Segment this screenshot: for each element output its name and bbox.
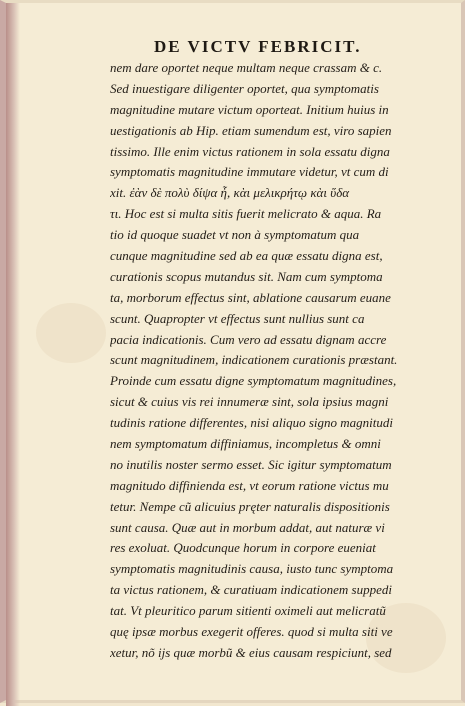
paper-stain xyxy=(36,303,106,363)
text-line: symptomatis magnitudine immutare videtur, vt cum di xyxy=(110,164,389,180)
text-line: tudinis ratione differentes, nisi aliquo signo magnitudi xyxy=(110,415,393,431)
running-header: DE VICTV FEBRICIT. xyxy=(154,37,362,56)
text-line: xit. ἐὰν δὲ πολὺ δίψα ἦ, κὰι μελικρήτῳ κὰι ὕδα xyxy=(110,185,350,201)
text-line: pacia indicationis. Cum vero ad essatu dignam accre xyxy=(110,331,387,347)
text-line: sunt causa. Quæ aut in morbum addat, aut naturæ vi xyxy=(110,519,385,535)
text-line: magnitudine mutare victum oporteat. Initium huius in xyxy=(110,101,389,117)
body-text xyxy=(110,58,432,664)
text-line: no inutilis noster sermo esset. Sic igitur symptomatum xyxy=(110,456,392,472)
text-line: curationis scopus mutandus sit. Nam cum symptoma xyxy=(110,268,383,284)
text-line: tetur. Nempe cũ alicuius pręter naturalis dispositionis xyxy=(110,498,390,514)
text-line: nem dare oportet neque multam neque crassam & c. xyxy=(110,60,383,75)
text-line: nem symptomatum diffiniamus, incompletus & omni xyxy=(110,436,381,452)
text-line: quę ipsæ morbus exegerit offeres. quod si multa siti ve xyxy=(110,624,393,640)
text-line: xetur, nõ ijs quæ morbũ & eius causam respiciunt, sed xyxy=(110,644,392,660)
text-line: ta, morborum effectus sint, ablatione causarum euane xyxy=(110,289,391,305)
text-line: τι. Hoc est si multa sitis fuerit melicrato & aqua. Ra xyxy=(110,206,382,222)
text-line: Sed inuestigare diligenter oportet, qua symptomatis xyxy=(110,80,379,96)
text-line: sicut & cuius vis rei innumeræ sint, sola ipsius magni xyxy=(110,394,389,410)
text-line: magnitudo diffinienda est, vt eorum ratione victus mu xyxy=(110,477,389,493)
text-line: tio id quoque suadet vt non à symptomatum qua xyxy=(110,227,360,243)
text-line: uestigationis ab Hip. etiam sumendum est, viro sapien xyxy=(110,122,392,138)
text-line: tat. Vt pleuritico parum sitienti oximeli aut melicratũ xyxy=(110,603,386,619)
page-binding-edge xyxy=(6,3,20,706)
text-line: Proinde cum essatu digne symptomatum magnitudines, xyxy=(110,373,397,389)
text-line: cunque magnitudine sed ab ea quæ essatu digna est, xyxy=(110,248,383,264)
text-line: res exoluat. Quodcunque horum in corpore eueniat xyxy=(110,540,376,556)
text-line: scunt magnitudinem, indicationem curationis præstant. xyxy=(110,352,398,368)
text-line: symptomatis magnitudinis causa, iusto tunc symptoma xyxy=(110,561,394,577)
text-line: scunt. Quapropter vt effectus sunt nullius sunt ca xyxy=(110,310,365,326)
text-line: tissimo. Ille enim victus rationem in sola essatu digna xyxy=(110,143,390,159)
text-line: ta victus rationem, & curatiuam indicationem suppedi xyxy=(110,582,392,598)
